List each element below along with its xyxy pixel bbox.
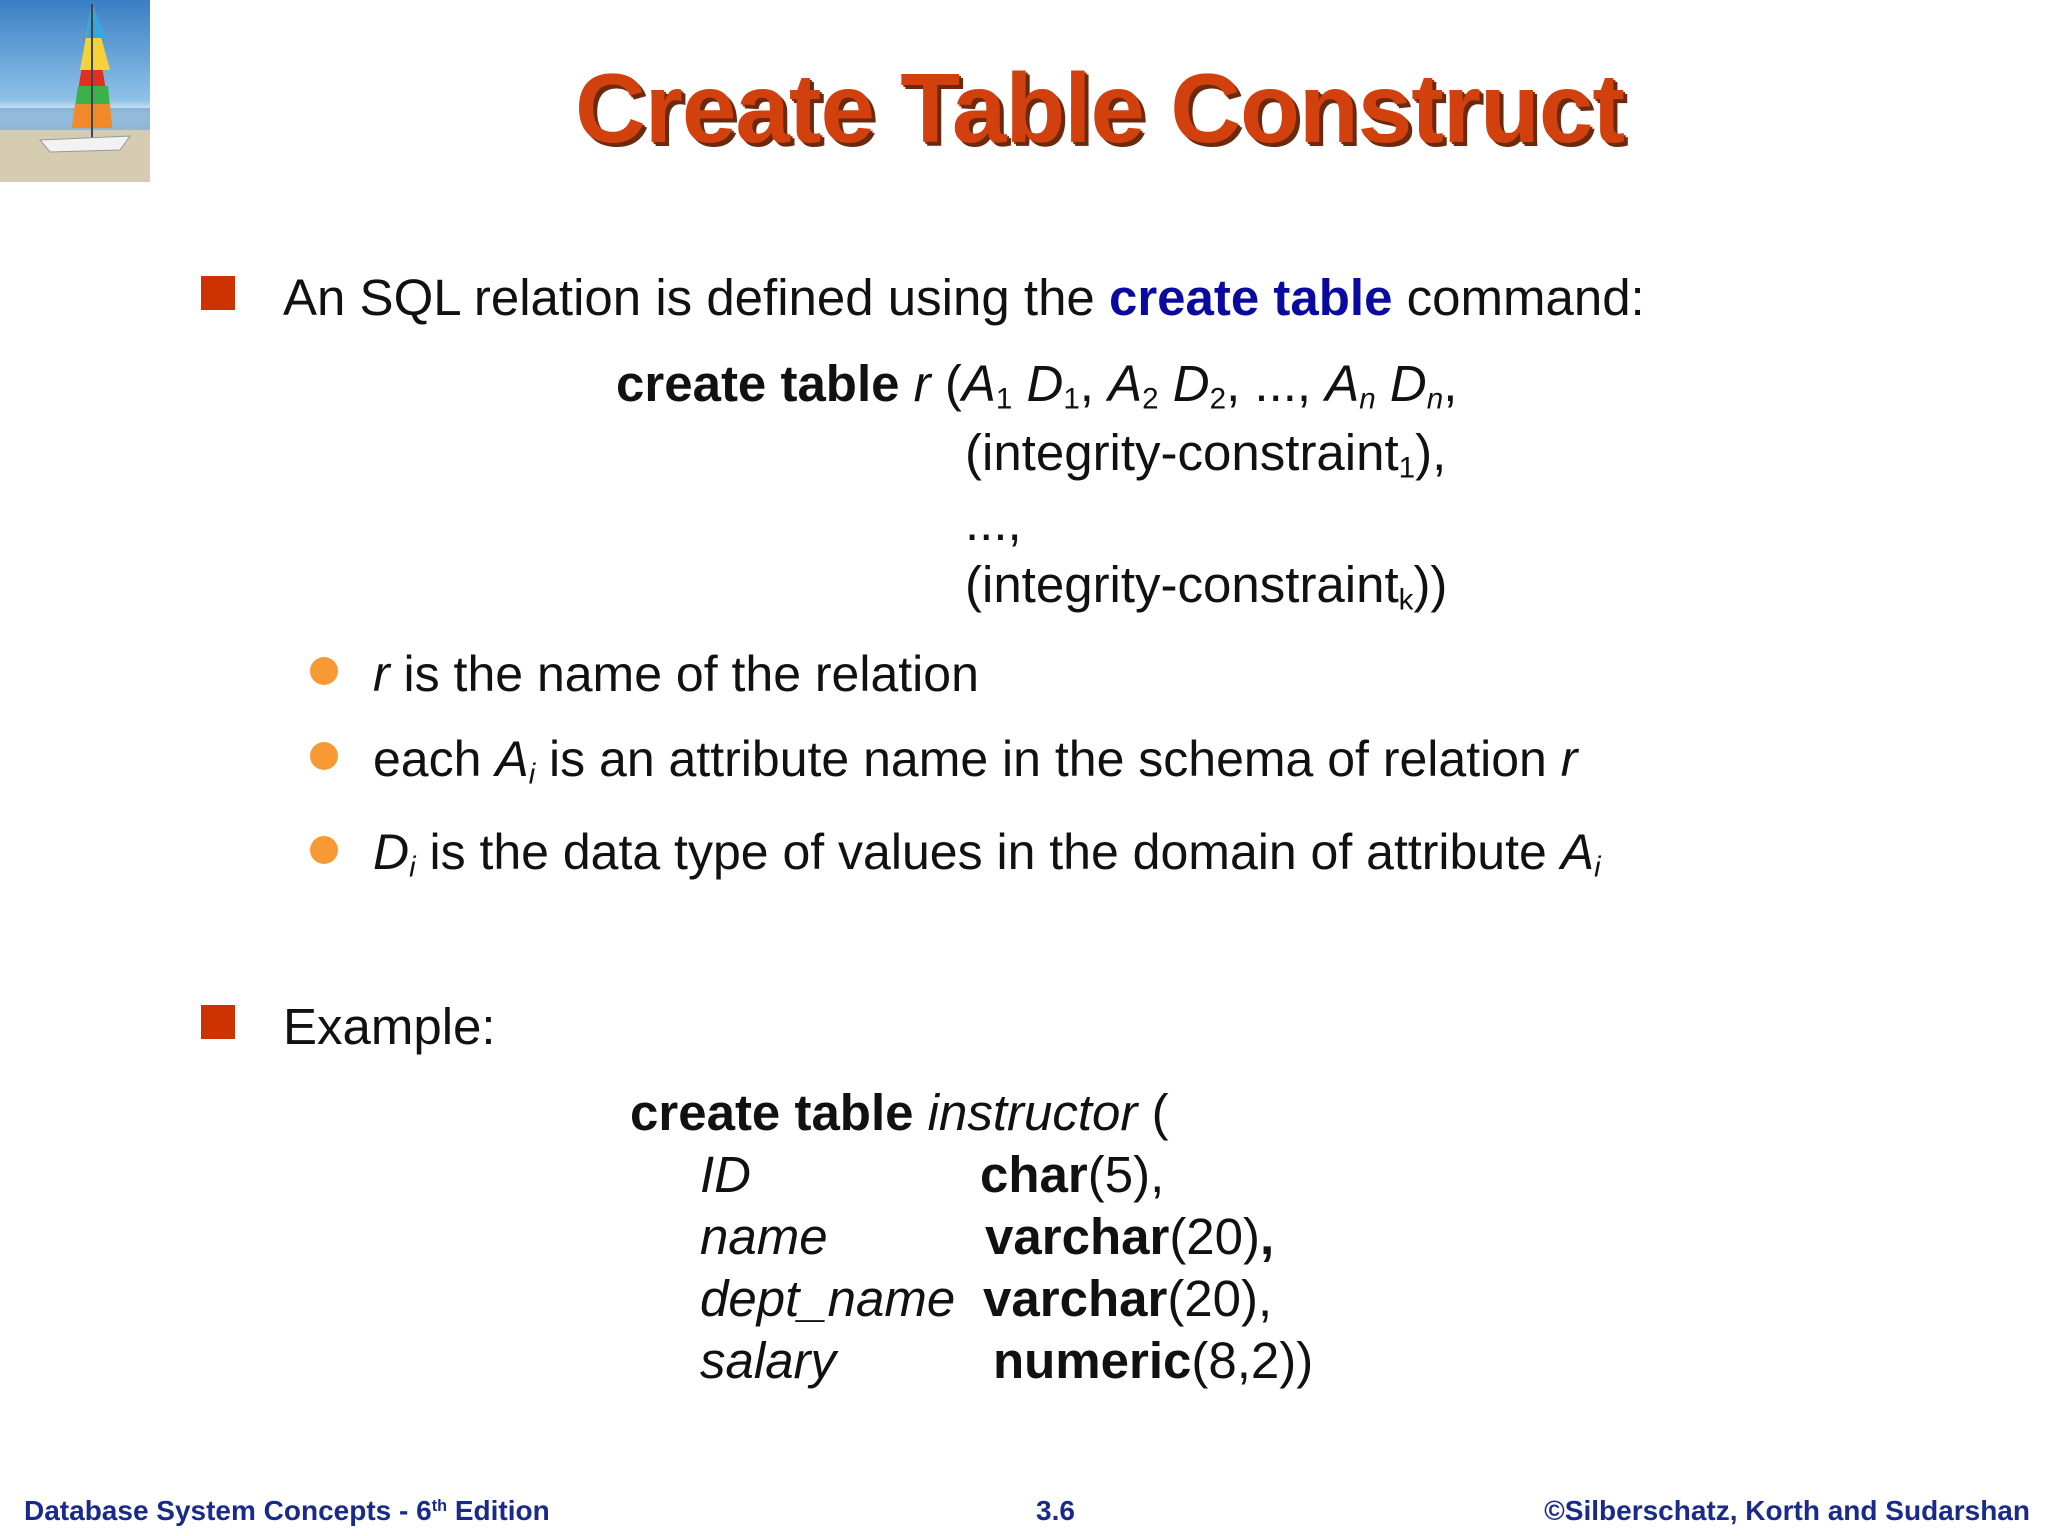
footer-copyright: ©Silberschatz, Korth and Sudarshan bbox=[1544, 1495, 2030, 1526]
square-bullet-icon bbox=[201, 276, 235, 310]
subbullet-data-type: $D_i$ is the data type of values in the domain of attribute $A_i$ bbox=[373, 824, 1601, 884]
footer-book-title: Database System Concepts - 6th Edition bbox=[24, 1495, 550, 1526]
example-type-name: varchar(20), bbox=[985, 1208, 1275, 1265]
footer-page-number: 3.6 bbox=[1036, 1495, 1075, 1526]
example-attr-salary: salary bbox=[700, 1332, 837, 1389]
bullet-example: Example: bbox=[283, 998, 496, 1055]
example-attr-name: name bbox=[700, 1208, 828, 1265]
syntax-line: create table r ($A_1$ $D_1$, $A_2$ $D_2$, ..., $A_n$ $D_n$, bbox=[616, 355, 1458, 416]
example-type-salary: numeric(8,2)) bbox=[993, 1332, 1314, 1389]
subbullet-attribute: each $A_i$ is an attribute name in the schema of relation r bbox=[373, 731, 1578, 791]
example-type-dept-name: varchar(20), bbox=[983, 1270, 1273, 1327]
round-bullet-icon bbox=[310, 742, 338, 770]
round-bullet-icon bbox=[310, 657, 338, 685]
syntax-constraint-1: (integrity-constraint$_1$), bbox=[965, 424, 1447, 485]
example-create-line: create table instructor ( bbox=[630, 1084, 1169, 1141]
syntax-constraint-k: (integrity-constraint$_k$)) bbox=[965, 556, 1448, 617]
example-type-id: char(5), bbox=[980, 1146, 1165, 1203]
round-bullet-icon bbox=[310, 836, 338, 864]
example-attr-id: ID bbox=[700, 1146, 751, 1203]
bullet-definition: An SQL relation is defined using the create table command: bbox=[283, 269, 1645, 326]
syntax-ellipsis: ..., bbox=[965, 494, 1022, 551]
subbullet-relation-name: r is the name of the relation bbox=[373, 646, 979, 702]
square-bullet-icon bbox=[201, 1005, 235, 1039]
sailboat-logo bbox=[0, 0, 150, 182]
slide-title: Create Table Construct bbox=[575, 53, 1624, 163]
example-attr-dept-name: dept_name bbox=[700, 1270, 956, 1327]
